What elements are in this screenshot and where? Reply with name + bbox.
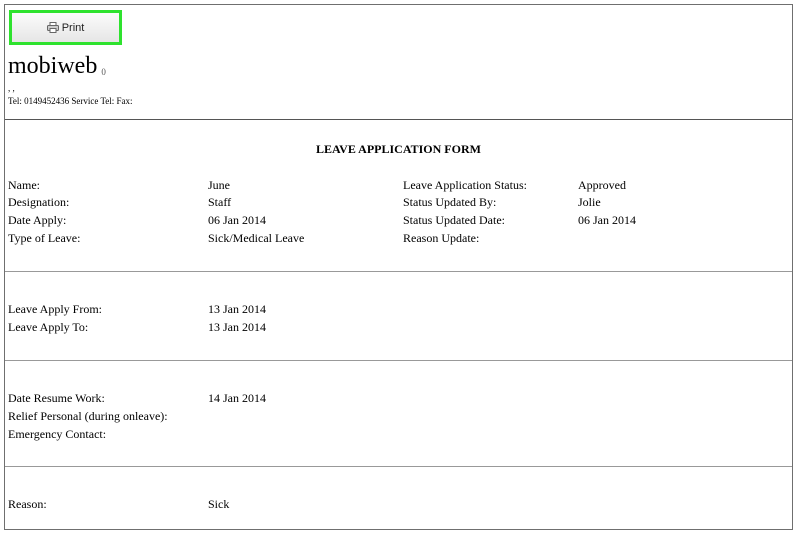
status-value: Approved <box>578 178 626 192</box>
company-suffix: 0 <box>101 67 106 77</box>
leave-from-value: 13 Jan 2014 <box>208 302 266 316</box>
designation-value: Staff <box>208 195 232 209</box>
leave-type-label: Type of Leave: <box>8 231 81 245</box>
reason-update-label: Reason Update: <box>403 231 480 245</box>
company-contact: Tel: 0149452436 Service Tel: Fax: <box>8 96 133 106</box>
leave-form-page <box>4 4 793 530</box>
company-name-line <box>8 52 106 86</box>
updated-by-label: Status Updated By: <box>403 195 497 209</box>
print-button-label: Print <box>61 21 85 34</box>
date-apply-value: 06 Jan 2014 <box>208 213 266 227</box>
header-divider <box>5 119 792 120</box>
leave-to-label: Leave Apply To: <box>8 320 89 334</box>
section-divider <box>5 466 792 467</box>
company-address: , , <box>8 83 15 93</box>
section-divider <box>5 360 792 361</box>
leave-type-value: Sick/Medical Leave <box>208 231 305 245</box>
name-label: Name: <box>8 178 40 192</box>
resume-work-label: Date Resume Work: <box>8 391 105 405</box>
relief-personal-label: Relief Personal (during onleave): <box>8 409 168 423</box>
resume-work-value: 14 Jan 2014 <box>208 391 266 405</box>
date-apply-label: Date Apply: <box>8 213 67 227</box>
designation-label: Designation: <box>8 195 70 209</box>
name-value: June <box>208 178 230 192</box>
section-divider <box>5 271 792 272</box>
updated-date-label: Status Updated Date: <box>403 213 505 227</box>
form-title: LEAVE APPLICATION FORM <box>316 142 481 156</box>
status-label: Leave Application Status: <box>403 178 527 192</box>
updated-date-value: 06 Jan 2014 <box>578 213 636 227</box>
updated-by-value: Jolie <box>578 195 601 209</box>
leave-from-label: Leave Apply From: <box>8 302 102 316</box>
company-name: mobiweb <box>8 53 98 79</box>
reason-label: Reason: <box>8 497 47 511</box>
emergency-contact-label: Emergency Contact: <box>8 427 107 441</box>
printer-icon <box>47 22 59 33</box>
print-button[interactable] <box>9 10 122 45</box>
reason-value: Sick <box>208 497 230 511</box>
leave-to-value: 13 Jan 2014 <box>208 320 266 334</box>
